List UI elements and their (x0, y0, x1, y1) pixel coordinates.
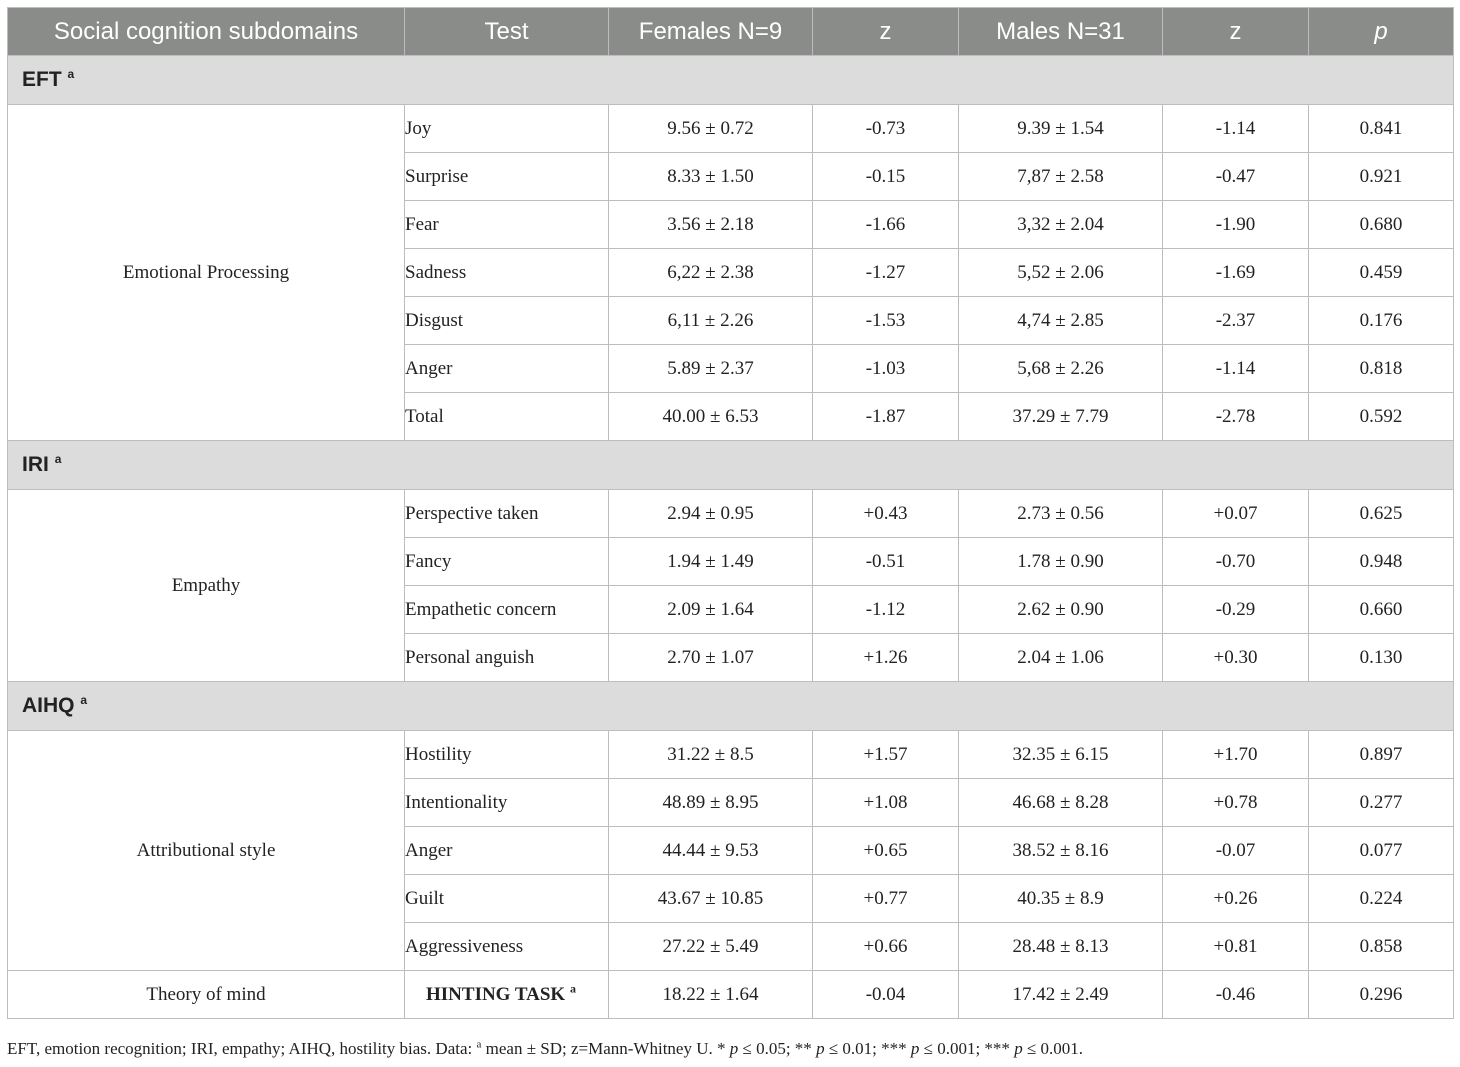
footnote-text-1: EFT, emotion recognition; IRI, empathy; AIHQ, hostility bias. Data: (7, 1039, 477, 1058)
z-males-value: -0.07 (1163, 827, 1309, 875)
z-males-value: -2.37 (1163, 297, 1309, 345)
section-title: IRI (22, 453, 49, 476)
z-females-value: -1.53 (813, 297, 959, 345)
footnote-text-6: ≤ 0.001. (1022, 1039, 1084, 1058)
females-value: 2.09 ± 1.64 (609, 586, 813, 634)
z-females-value: +1.26 (813, 634, 959, 682)
header-row (8, 8, 1454, 56)
z-males-value: +0.81 (1163, 923, 1309, 971)
z-males-value: -1.69 (1163, 249, 1309, 297)
subdomain-cell: Emotional Processing (8, 105, 405, 441)
z-females-value: -1.27 (813, 249, 959, 297)
section-title: AIHQ (22, 694, 75, 717)
males-value: 28.48 ± 8.13 (959, 923, 1163, 971)
males-value: 2.62 ± 0.90 (959, 586, 1163, 634)
header-females: Females N=9 (609, 8, 813, 56)
section-title: EFT (22, 68, 62, 91)
z-females-value: -0.51 (813, 538, 959, 586)
z-males-value: +1.70 (1163, 731, 1309, 779)
section-sup: a (54, 452, 62, 466)
test-name: Total (405, 393, 609, 441)
header-z-males: z (1163, 8, 1309, 56)
z-females-value: -0.15 (813, 153, 959, 201)
test-name: Fear (405, 201, 609, 249)
females-value: 8.33 ± 1.50 (609, 153, 813, 201)
p-value: 0.224 (1309, 875, 1454, 923)
table-row (8, 105, 1454, 153)
p-value: 0.296 (1309, 971, 1454, 1019)
p-value: 0.592 (1309, 393, 1454, 441)
subdomain-cell: Theory of mind (8, 971, 405, 1019)
p-value: 0.841 (1309, 105, 1454, 153)
footnote-p-2: p (816, 1039, 825, 1058)
test-name: Hostility (405, 731, 609, 779)
z-females-value: -0.04 (813, 971, 959, 1019)
females-value: 2.94 ± 0.95 (609, 490, 813, 538)
z-females-value: -0.73 (813, 105, 959, 153)
males-value: 17.42 ± 2.49 (959, 971, 1163, 1019)
p-value: 0.921 (1309, 153, 1454, 201)
z-males-value: +0.30 (1163, 634, 1309, 682)
females-value: 40.00 ± 6.53 (609, 393, 813, 441)
test-name-text: HINTING TASK (426, 983, 566, 1005)
z-males-value: -0.70 (1163, 538, 1309, 586)
table-header (8, 8, 1454, 56)
p-value: 0.818 (1309, 345, 1454, 393)
females-value: 48.89 ± 8.95 (609, 779, 813, 827)
header-males: Males N=31 (959, 8, 1163, 56)
table-row (8, 490, 1454, 538)
z-females-value: +1.08 (813, 779, 959, 827)
footnote-text-5: ≤ 0.001; *** (919, 1039, 1015, 1058)
table-body (8, 56, 1454, 1019)
z-males-value: +0.07 (1163, 490, 1309, 538)
females-value: 9.56 ± 0.72 (609, 105, 813, 153)
test-name: Sadness (405, 249, 609, 297)
table-row (8, 971, 1454, 1019)
females-value: 43.67 ± 10.85 (609, 875, 813, 923)
subdomain-cell: Attributional style (8, 731, 405, 971)
z-females-value: +1.57 (813, 731, 959, 779)
males-value: 4,74 ± 2.85 (959, 297, 1163, 345)
z-females-value: -1.03 (813, 345, 959, 393)
section-row (8, 441, 1454, 490)
p-value: 0.277 (1309, 779, 1454, 827)
males-value: 5,52 ± 2.06 (959, 249, 1163, 297)
females-value: 31.22 ± 8.5 (609, 731, 813, 779)
females-value: 5.89 ± 2.37 (609, 345, 813, 393)
z-males-value: -0.46 (1163, 971, 1309, 1019)
footnote-p-3: p (910, 1039, 920, 1058)
z-males-value: -1.14 (1163, 345, 1309, 393)
z-females-value: +0.66 (813, 923, 959, 971)
males-value: 38.52 ± 8.16 (959, 827, 1163, 875)
header-p: p (1309, 8, 1454, 56)
z-females-value: +0.77 (813, 875, 959, 923)
z-males-value: +0.26 (1163, 875, 1309, 923)
section-sup: a (80, 693, 88, 707)
females-value: 18.22 ± 1.64 (609, 971, 813, 1019)
p-value: 0.130 (1309, 634, 1454, 682)
test-name: Intentionality (405, 779, 609, 827)
header-z-females: z (813, 8, 959, 56)
footnote-p-1: p (729, 1039, 739, 1058)
results-table (7, 7, 1454, 1019)
males-value: 1.78 ± 0.90 (959, 538, 1163, 586)
test-name: Anger (405, 345, 609, 393)
section-row (8, 682, 1454, 731)
footnote-sup: a (476, 1038, 482, 1051)
p-value: 0.680 (1309, 201, 1454, 249)
table-row (8, 731, 1454, 779)
z-males-value: -1.90 (1163, 201, 1309, 249)
females-value: 2.70 ± 1.07 (609, 634, 813, 682)
header-subdomains: Social cognition subdomains (8, 8, 405, 56)
p-value: 0.858 (1309, 923, 1454, 971)
females-value: 6,22 ± 2.38 (609, 249, 813, 297)
z-males-value: -2.78 (1163, 393, 1309, 441)
z-females-value: -1.12 (813, 586, 959, 634)
test-name: Empathetic concern (405, 586, 609, 634)
z-females-value: -1.66 (813, 201, 959, 249)
p-value: 0.948 (1309, 538, 1454, 586)
p-value: 0.077 (1309, 827, 1454, 875)
footnote-text-3: ≤ 0.05; ** (738, 1039, 817, 1058)
test-name: Perspective taken (405, 490, 609, 538)
header-test: Test (405, 8, 609, 56)
z-males-value: -1.14 (1163, 105, 1309, 153)
z-females-value: +0.43 (813, 490, 959, 538)
z-males-value: -0.47 (1163, 153, 1309, 201)
p-value: 0.176 (1309, 297, 1454, 345)
males-value: 3,32 ± 2.04 (959, 201, 1163, 249)
table-footnote (7, 1039, 1083, 1059)
females-value: 3.56 ± 2.18 (609, 201, 813, 249)
z-males-value: +0.78 (1163, 779, 1309, 827)
test-name: Personal anguish (405, 634, 609, 682)
test-name: Fancy (405, 538, 609, 586)
test-name: Anger (405, 827, 609, 875)
footnote-text-2: mean ± SD; z=Mann-Whitney U. * (481, 1039, 730, 1058)
section-row (8, 56, 1454, 105)
test-name: Aggressiveness (405, 923, 609, 971)
footnote-text-4: ≤ 0.01; *** (824, 1039, 911, 1058)
section-label (8, 682, 1454, 731)
males-value: 2.73 ± 0.56 (959, 490, 1163, 538)
test-sup: a (569, 981, 576, 996)
test-name (405, 971, 609, 1019)
test-name: Guilt (405, 875, 609, 923)
males-value: 37.29 ± 7.79 (959, 393, 1163, 441)
p-value: 0.660 (1309, 586, 1454, 634)
females-value: 6,11 ± 2.26 (609, 297, 813, 345)
section-sup: a (67, 67, 75, 81)
males-value: 5,68 ± 2.26 (959, 345, 1163, 393)
test-name: Joy (405, 105, 609, 153)
z-males-value: -0.29 (1163, 586, 1309, 634)
subdomain-cell: Empathy (8, 490, 405, 682)
males-value: 7,87 ± 2.58 (959, 153, 1163, 201)
z-females-value: +0.65 (813, 827, 959, 875)
males-value: 9.39 ± 1.54 (959, 105, 1163, 153)
males-value: 46.68 ± 8.28 (959, 779, 1163, 827)
p-value: 0.625 (1309, 490, 1454, 538)
z-females-value: -1.87 (813, 393, 959, 441)
section-label (8, 56, 1454, 105)
section-label (8, 441, 1454, 490)
test-name: Surprise (405, 153, 609, 201)
males-value: 32.35 ± 6.15 (959, 731, 1163, 779)
females-value: 1.94 ± 1.49 (609, 538, 813, 586)
test-name: Disgust (405, 297, 609, 345)
p-value: 0.897 (1309, 731, 1454, 779)
females-value: 27.22 ± 5.49 (609, 923, 813, 971)
footnote-p-4: p (1014, 1039, 1023, 1058)
p-value: 0.459 (1309, 249, 1454, 297)
males-value: 2.04 ± 1.06 (959, 634, 1163, 682)
males-value: 40.35 ± 8.9 (959, 875, 1163, 923)
females-value: 44.44 ± 9.53 (609, 827, 813, 875)
